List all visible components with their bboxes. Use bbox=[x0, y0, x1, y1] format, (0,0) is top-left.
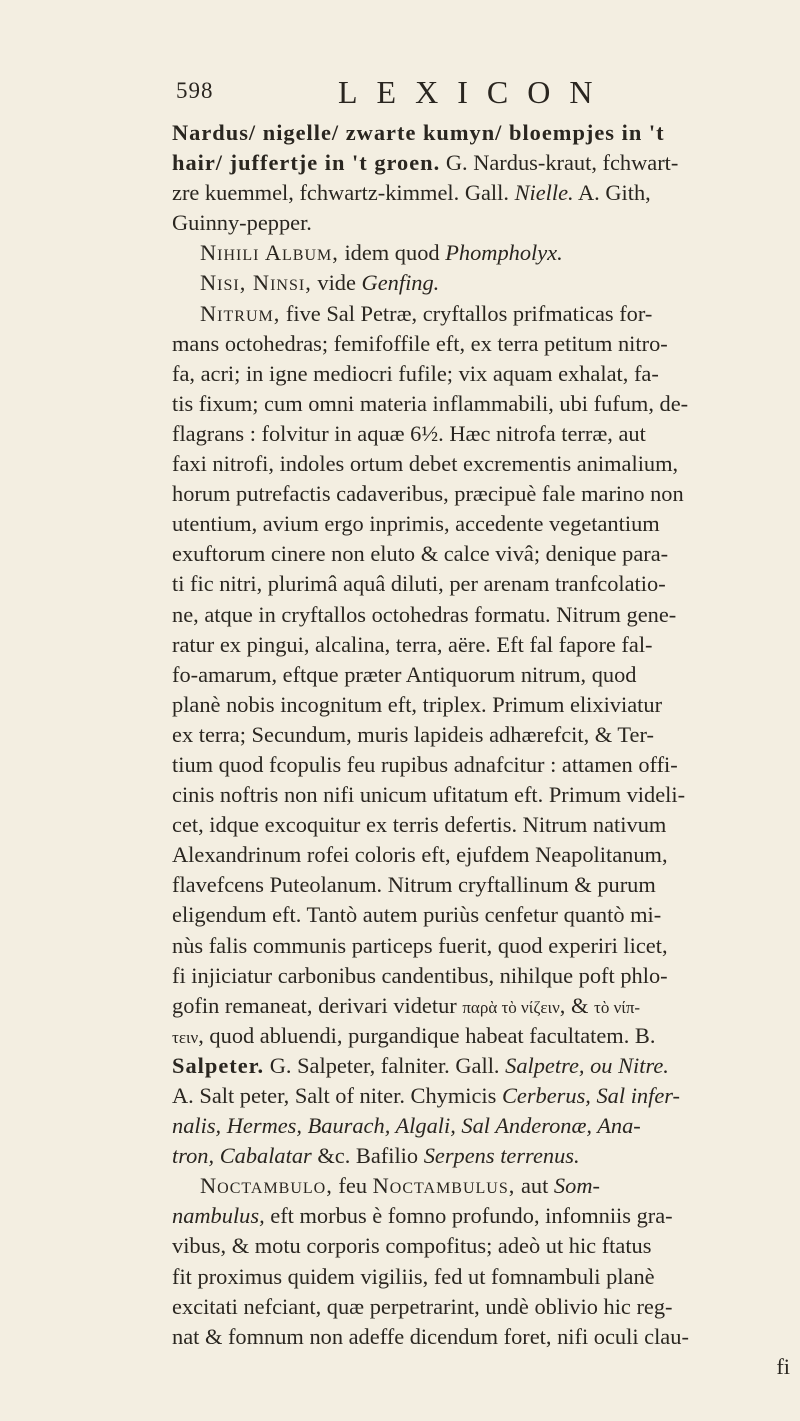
text-run: nat & fomnum non adeffe dicendum foret, nifi oculi clau- bbox=[172, 1323, 689, 1349]
text-line bbox=[172, 299, 792, 329]
text-line bbox=[172, 840, 792, 870]
text-run: Nitrum, bbox=[200, 300, 281, 326]
text-line bbox=[172, 118, 792, 148]
text-line bbox=[172, 1111, 792, 1141]
text-run: fi bbox=[776, 1353, 790, 1379]
text-line bbox=[172, 539, 792, 569]
text-run: utentium, avium ergo inprimis, accedente vegetantium bbox=[172, 511, 660, 537]
text-run: fit proximus quidem vigiliis, fed ut fomnambuli planè bbox=[172, 1263, 655, 1289]
text-run: aut bbox=[515, 1173, 554, 1199]
text-run: Alexandrinum rofei coloris eft, ejufdem Neapolitanum, bbox=[172, 842, 668, 868]
text-line bbox=[172, 208, 792, 238]
text-run: zre kuemmel, fchwartz-kimmel. Gall. bbox=[172, 180, 515, 206]
text-run: G. Nardus-kraut, fchwart- bbox=[440, 150, 679, 176]
text-line bbox=[172, 359, 792, 389]
text-run: ne, atque in cryftallos octohedras formatu. Nitrum gene- bbox=[172, 601, 677, 627]
text-line bbox=[172, 720, 792, 750]
text-run: hair/ juffertje in 't groen. bbox=[172, 150, 441, 176]
text-run: exuftorum cinere non eluto & calce vivâ; denique para- bbox=[172, 541, 669, 567]
text-run: Nisi, Ninsi, bbox=[200, 270, 312, 296]
text-run: παρὰ τὸ νίζειν bbox=[462, 997, 560, 1017]
text-run: Guinny-pepper. bbox=[172, 210, 312, 236]
text-line bbox=[172, 660, 792, 690]
text-run: tron, Cabalatar bbox=[172, 1143, 312, 1169]
text-run: excitati nefciant, quæ perpetrarint, undè oblivio hic reg- bbox=[172, 1293, 673, 1319]
text-run: gofin remaneat, derivari videtur bbox=[172, 992, 463, 1018]
text-line bbox=[172, 449, 792, 479]
text-line bbox=[172, 329, 792, 359]
text-line bbox=[172, 870, 792, 900]
text-run: feu bbox=[332, 1173, 373, 1199]
text-run: cinis noftris non nifi unicum ufitatum eft. Primum videli- bbox=[172, 782, 686, 808]
entry-text bbox=[172, 118, 792, 1382]
text-line bbox=[172, 1171, 792, 1201]
text-run: Cerberus, Sal infer- bbox=[501, 1083, 680, 1108]
text-run: Nihili Album, bbox=[200, 240, 339, 266]
text-run: ex terra; Secundum, muris lapideis adhærefcit, & Ter- bbox=[172, 721, 654, 747]
text-line bbox=[172, 1231, 792, 1261]
text-line bbox=[172, 238, 792, 268]
text-line bbox=[172, 178, 792, 208]
text-line bbox=[172, 1021, 792, 1051]
text-line bbox=[172, 1081, 792, 1111]
text-run: Phompholyx. bbox=[445, 240, 563, 266]
text-run: horum putrefactis cadaveribus, præcipuè fale marino non bbox=[172, 481, 684, 507]
text-line bbox=[172, 900, 792, 930]
text-run: &c. Bafilio bbox=[311, 1143, 424, 1169]
text-line bbox=[172, 148, 792, 178]
text-line bbox=[172, 931, 792, 961]
running-title: LEXICON bbox=[338, 74, 612, 110]
text-run: idem quod bbox=[338, 240, 446, 266]
text-run: G. Salpeter, falniter. Gall. bbox=[264, 1052, 506, 1078]
text-run: Som- bbox=[553, 1173, 600, 1199]
text-run: flagrans : folvitur in aquæ 6½. Hæc nitrofa terræ, aut bbox=[172, 420, 646, 446]
text-line bbox=[172, 1141, 792, 1171]
text-run: five Sal Petræ, cryftallos prifmaticas for- bbox=[280, 300, 653, 326]
text-line bbox=[172, 268, 792, 298]
text-run: Salpeter. bbox=[172, 1052, 265, 1078]
text-run: vibus, & motu corporis compofitus; adeò ut hic ftatus bbox=[172, 1233, 652, 1259]
text-line bbox=[172, 389, 792, 419]
text-line bbox=[172, 1352, 792, 1382]
text-run: Serpens terrenus. bbox=[423, 1143, 580, 1169]
text-run: tium quod fcopulis feu rupibus adnafcitur : attamen offi- bbox=[172, 751, 678, 777]
text-run: fi injiciatur carbonibus candentibus, nihilque poft phlo- bbox=[172, 962, 668, 988]
text-line bbox=[172, 479, 792, 509]
page-number: 598 bbox=[176, 78, 214, 103]
text-run: ti fic nitri, plurimâ aquâ diluti, per arenam tranfcolatio- bbox=[172, 571, 666, 597]
text-run: nambulus, bbox=[172, 1203, 265, 1229]
text-run: ratur ex pingui, alcalina, terra, aëre. Eft fal fapore fal- bbox=[172, 631, 653, 657]
text-line bbox=[172, 780, 792, 810]
text-run: Genfing. bbox=[361, 270, 440, 296]
text-line bbox=[172, 991, 792, 1021]
text-run: vide bbox=[311, 270, 362, 296]
text-line bbox=[172, 569, 792, 599]
text-run: , quod abluendi, purgandique habeat facultatem. B. bbox=[198, 1022, 656, 1048]
text-line bbox=[172, 1262, 792, 1292]
text-run: fo-amarum, eftque præter Antiquorum nitrum, quod bbox=[172, 661, 637, 687]
text-line bbox=[172, 630, 792, 660]
text-run: τειν bbox=[172, 1027, 199, 1047]
text-run: nùs falis communis particeps fuerit, quod experiri licet, bbox=[172, 932, 668, 958]
text-run: A. Salt peter, Salt of niter. Chymicis bbox=[172, 1083, 502, 1108]
text-run: Nielle. bbox=[514, 180, 574, 206]
text-line bbox=[172, 690, 792, 720]
text-run: mans octohedras; femifoffile eft, ex terra petitum nitro- bbox=[172, 330, 668, 356]
text-line bbox=[172, 509, 792, 539]
text-line bbox=[172, 750, 792, 780]
text-run: τὸ νίπ- bbox=[593, 997, 641, 1017]
text-run: planè nobis incognitum eft, triplex. Primum elixiviatur bbox=[172, 691, 663, 717]
text-line bbox=[172, 1051, 792, 1081]
text-line bbox=[172, 961, 792, 991]
text-run: eft morbus è fomno profundo, infomniis gra- bbox=[264, 1203, 673, 1229]
text-run: tis fixum; cum omni materia inflammabili, ubi fufum, de- bbox=[172, 390, 689, 416]
text-line bbox=[172, 419, 792, 449]
text-line bbox=[172, 810, 792, 840]
text-run: fa, acri; in igne mediocri fufile; vix aquam exhalat, fa- bbox=[172, 360, 659, 386]
text-line bbox=[172, 1201, 792, 1231]
text-run: faxi nitrofi, indoles ortum debet excrementis animalium, bbox=[172, 451, 679, 477]
text-run: cet, idque excoquitur ex terris defertis. Nitrum nativum bbox=[172, 812, 667, 838]
text-line bbox=[172, 1322, 792, 1352]
text-run: eligendum eft. Tantò autem puriùs cenfetur quantò mi- bbox=[172, 902, 662, 928]
text-run: Noctambulo, bbox=[200, 1173, 333, 1199]
text-run: Salpetre, ou Nitre. bbox=[505, 1052, 669, 1078]
text-run: , & bbox=[559, 992, 594, 1018]
text-run: A. Gith, bbox=[573, 180, 651, 206]
text-run: Nardus/ nigelle/ zwarte kumyn/ bloempjes in 't bbox=[172, 120, 665, 145]
text-run: Noctambulus, bbox=[372, 1173, 516, 1199]
text-run: flavefcens Puteolanum. Nitrum cryftallinum & purum bbox=[172, 872, 656, 898]
text-line bbox=[172, 600, 792, 630]
text-run: nalis, Hermes, Baurach, Algali, Sal Anderonæ, Ana- bbox=[172, 1113, 641, 1139]
text-line bbox=[172, 1292, 792, 1322]
